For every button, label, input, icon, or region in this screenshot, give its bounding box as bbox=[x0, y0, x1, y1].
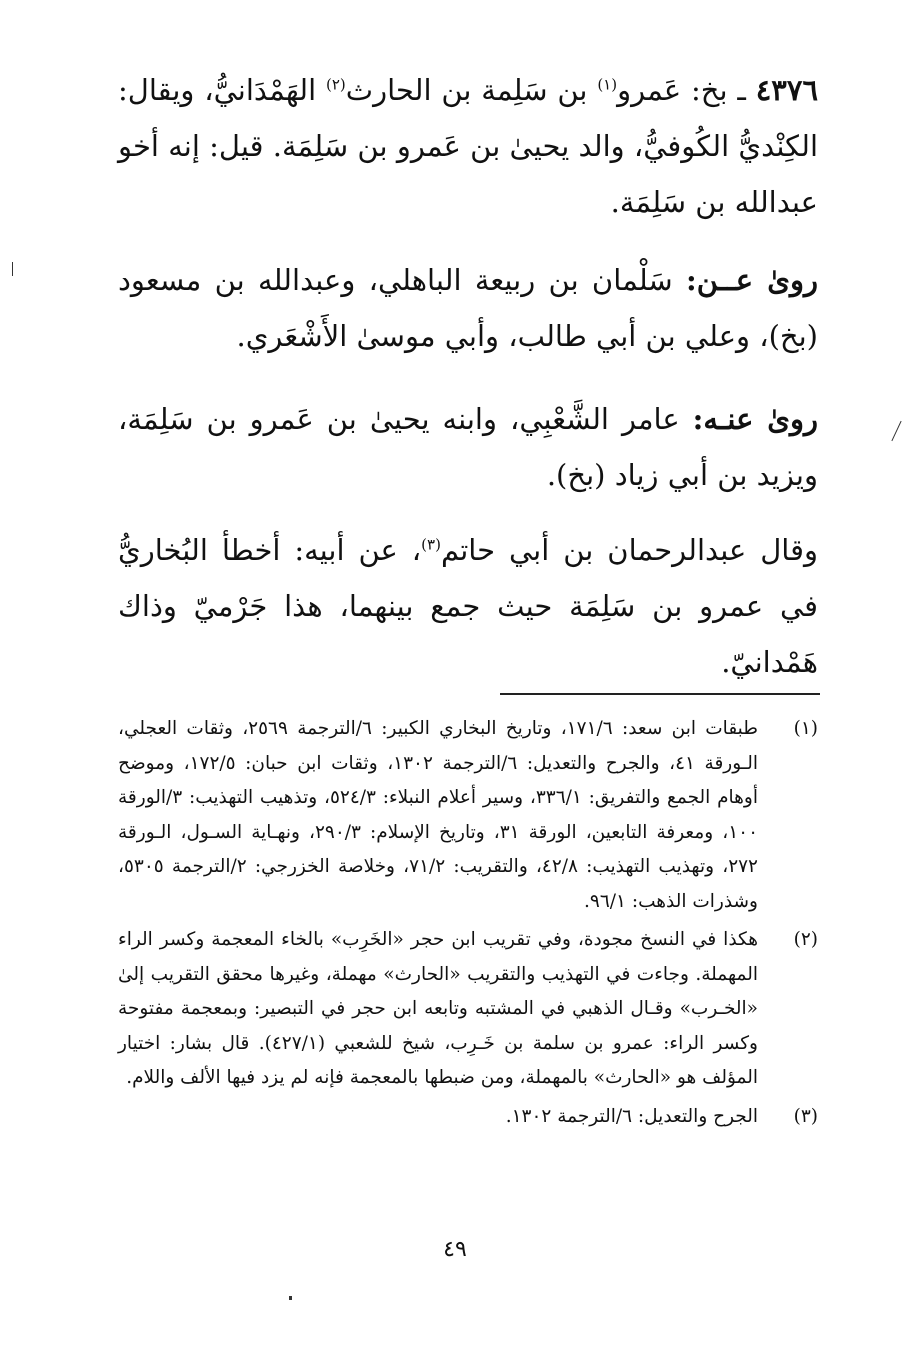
entry-number: ٤٣٧٦ bbox=[755, 73, 819, 107]
narrated-from-section bbox=[118, 252, 818, 364]
page-number: ٤٩ bbox=[443, 1237, 467, 1262]
footnote-text: هكذا في النسخ مجودة، وفي تقريب ابن حجر «الخَرِب» بالخاء المعجمة وكسر الراء المهملة. وجاءت في التهذيب والتقريب «الحارث» مهملة، وغيرها محقق التقريب إلىٰ «الخـرب» وقـال الذهبي في المشتبه وتابعه ابن حجر في التبصير: وبمعجمة مفتوحة وكسر الراء: عمرو بن سلمة بن خَـرِب، شيخ للشعبي (٤٢٧/١). قال بشار: اختيار المؤلف هو «الحارث» بالمهملة، ومن ضبطها بالمعجمة فإنه لم يزد فيها الألف واللام. bbox=[118, 929, 758, 1088]
footnote-number: (١) bbox=[793, 718, 818, 739]
footnote-2 bbox=[118, 923, 818, 1096]
entry-description: الهَمْدَانيُّ، ويقال: الكِنْديُّ الكُوفيُّ، والد يحيىٰ بن عَمرو بن سَلِمَة. قيل: إنه أخو عبدالله بن سَلِمَة. bbox=[118, 73, 818, 219]
footnote-text: الجرح والتعديل: ٦/الترجمة ١٣٠٢. bbox=[505, 1105, 758, 1127]
footnote-text: طبقات ابن سعد: ١٧١/٦، وتاريخ البخاري الكبير: ٦/الترجمة ٢٥٦٩، وثقات العجلي، الـورقة ٤١، والجرح والتعديل: ٦/الترجمة ١٣٠٢، وثقات ابن حبان: ١٧٢/٥، وموضح أوهام الجمع والتفريق: ٣٣٦/١، وسير أعلام النبلاء: ٥٢٤/٣، وتذهيب التهذيب: ٣/الورقة ١٠٠، ومعرفة التابعين، الورقة ٣١، وتاريخ الإسلام: ٢٩٠/٣، ونهـاية السـول، الـورقة ٢٧٢، وتهذيب التهذيب: ٤٢/٨، والتقريب: ٧١/٢، وخلاصة الخزرجي: ٢/الترجمة ٥٣٠٥، وشذرات الذهب: ٩٦/١. bbox=[118, 718, 759, 912]
footnote-1 bbox=[118, 712, 818, 919]
narrated-from-text: سَلْمان بن ربيعة الباهلي، وعبدالله بن مسعود (بخ)، وعلي بن أبي طالب، وأبي موسىٰ الأَشْعَري. bbox=[118, 263, 818, 353]
footnote-number: (٢) bbox=[793, 929, 818, 950]
quote-text-start: وقال عبدالرحمان بن أبي حاتم bbox=[440, 533, 818, 567]
footnote-separator bbox=[500, 693, 820, 695]
quote-text-end: ، عن أبيه: أخطأ البُخاريُّ في عمرو بن سَلِمَة حيث جمع بينهما، هذا جَرْميّ وذاك هَمْدانيّ. bbox=[118, 533, 818, 679]
entry-lineage: بن سَلِمة بن الحارث bbox=[345, 73, 588, 107]
footnote-ref-2: (٢) bbox=[325, 75, 346, 94]
entry-name: عَمرو bbox=[617, 73, 682, 107]
footnote-3 bbox=[118, 1100, 818, 1135]
entry-code: بخ: bbox=[691, 73, 728, 107]
entry-header: ٤٣٧٦ ـ بخ: عَمرو$^{(١)}$ بن سَلِمة بن الحارث$^{(٢)}$ الهَمْدَانيُّ، ويقال: الكِنْديُّ الكُوفيُّ، والد يحيىٰ بن عَمرو بن سَلِمَة. قيل: إنه أخو عبدالله بن سَلِمَة. bbox=[118, 73, 819, 219]
quote-section bbox=[118, 522, 818, 690]
biography-entry bbox=[118, 62, 818, 230]
scan-speck bbox=[12, 262, 13, 276]
footnote-number: (٣) bbox=[793, 1105, 818, 1127]
footnotes bbox=[118, 712, 818, 1134]
scan-speck bbox=[891, 421, 901, 441]
narrated-by-section bbox=[118, 391, 818, 503]
narrated-by-text: عامر الشَّعْبِي، وابنه يحيىٰ بن عَمرو بن سَلِمَة، ويزيد بن أبي زياد (بخ). bbox=[118, 402, 818, 492]
narrated-from-label: روىٰ عــن: bbox=[686, 263, 818, 297]
footnote-ref-3: (٣) bbox=[421, 535, 441, 554]
narrated-by-label: روىٰ عنـه: bbox=[692, 402, 819, 436]
footnote-ref-1: (١) bbox=[597, 75, 618, 94]
scan-speck bbox=[289, 1296, 292, 1300]
